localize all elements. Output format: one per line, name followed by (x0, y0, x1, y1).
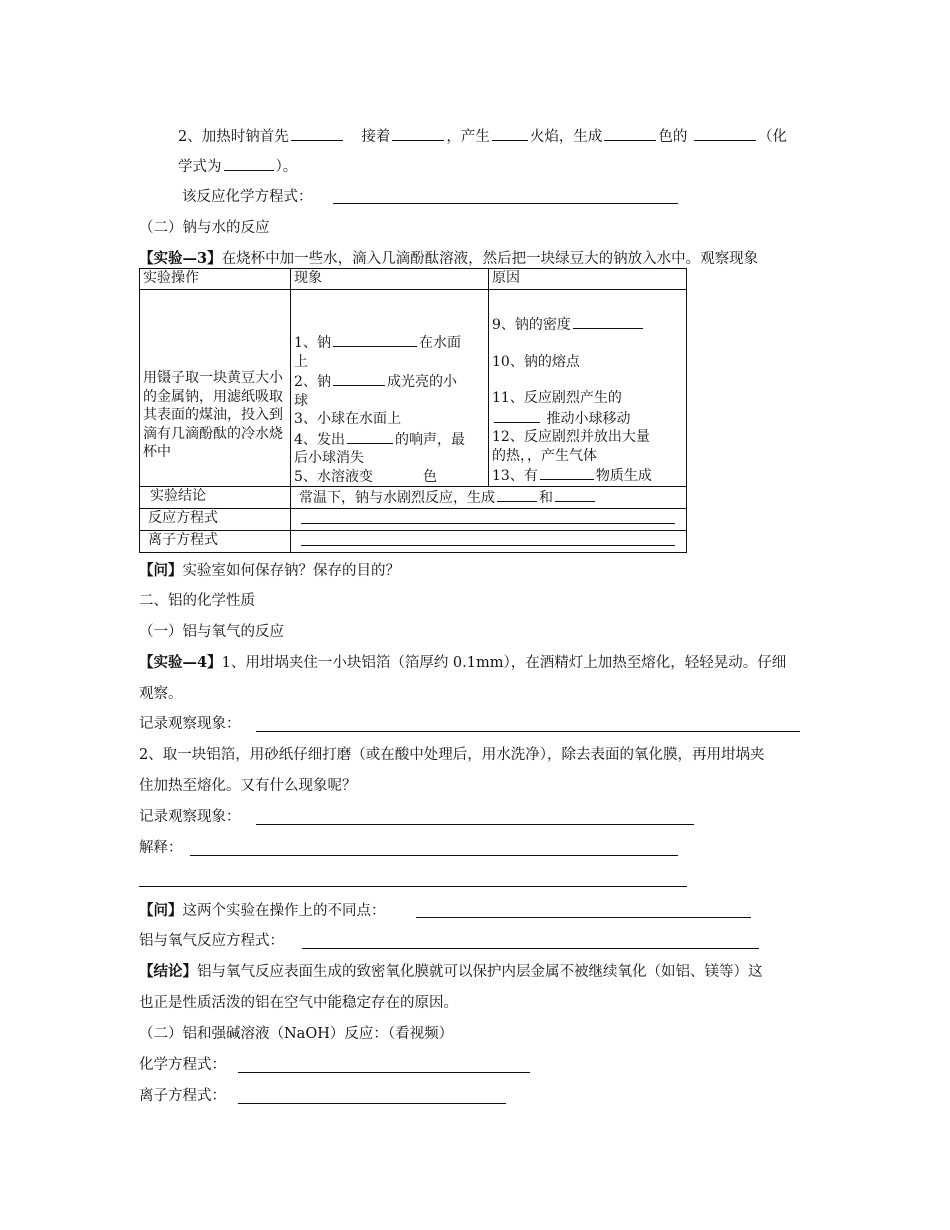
blank[interactable] (492, 126, 528, 141)
answer-line[interactable] (238, 1072, 530, 1073)
text: 上 (294, 353, 309, 370)
blank[interactable] (224, 156, 274, 171)
experiment-tag: 【实验—3】 (139, 250, 222, 267)
reasons-cell (489, 290, 687, 487)
question1 (139, 561, 400, 581)
text: 色 (422, 468, 437, 485)
answer-line[interactable] (416, 917, 751, 918)
text: 4、发出 (294, 431, 345, 448)
header-operation: 实验操作 (140, 269, 291, 290)
ionic-label: 离子方程式 (140, 531, 291, 553)
answer-line[interactable] (190, 855, 678, 856)
blank[interactable] (694, 126, 756, 141)
header-phenomenon: 现象 (291, 269, 489, 290)
ionic-equation-label: 离子方程式： (139, 1088, 226, 1104)
text: 成光亮的小 (386, 374, 457, 390)
conclusion-cell (291, 487, 687, 509)
text: 的热，，产生气体 (492, 447, 598, 464)
text: 5、水溶液变 (294, 468, 373, 485)
sodium-water-heading: （二）钠与水的反应 (139, 220, 270, 236)
text: 3、小球在水面上 (294, 411, 401, 427)
blank[interactable] (573, 314, 643, 329)
blank[interactable] (540, 465, 594, 480)
sodium-heating-line2 (178, 156, 297, 177)
header-reason: 原因 (489, 269, 687, 290)
explain-label: 解释： (139, 840, 183, 856)
sodium-heating-line1 (178, 126, 787, 147)
text: ）。 (275, 159, 298, 175)
conclusion-line2: 也正是性质活泼的铝在空气中能稳定存在的原因。 (139, 995, 458, 1011)
text: 13、有 (492, 468, 538, 484)
sodium-heating-equation (182, 187, 313, 207)
blank[interactable] (494, 408, 540, 423)
text: 1、钠 (294, 335, 331, 351)
equation-label: 该反应化学方程式： (182, 189, 313, 205)
record2-label: 记录观察现象： (139, 809, 241, 825)
blank[interactable] (497, 487, 537, 502)
blank[interactable] (291, 126, 343, 141)
experiment-table (139, 268, 687, 553)
text: 11、反应剧烈产生的 (492, 390, 622, 406)
text: 和 (539, 490, 554, 506)
experiment4-step2-line2: 住加热至熔化。又有什么现象呢？ (139, 778, 357, 794)
text: 铝与氧气反应表面生成的致密氧化膜就可以保护内层金属不被继续氧化（如铝、镁等）这 (197, 964, 763, 980)
text: 2、钠 (294, 374, 331, 390)
text: 2、加热时钠首先 (178, 129, 289, 145)
phenomena-cell (291, 290, 489, 487)
question-text: 这两个实验在操作上的不同点： (182, 903, 386, 919)
operation-text: 用镊子取一块黄豆大小的金属钠，用滤纸吸取其表面的煤油，投入到滴有几滴酚酞的冷水烧杯中 (143, 370, 283, 460)
question-tag: 【问】 (139, 902, 183, 919)
blank[interactable] (392, 126, 444, 141)
chem-equation-label: 化学方程式： (139, 1057, 226, 1073)
text: 球 (294, 392, 309, 409)
blank[interactable] (301, 509, 675, 524)
record1-label: 记录观察现象： (139, 716, 241, 732)
text: 学式为 (178, 159, 222, 175)
question2 (139, 901, 386, 921)
answer-line[interactable] (256, 731, 800, 732)
conclusion-label: 实验结论 (140, 487, 291, 509)
text: 常温下，钠与水剧烈反应，生成 (299, 490, 496, 506)
text: 9、钠的密度 (492, 317, 571, 333)
text: 后小球消失 (294, 450, 365, 466)
blank[interactable] (301, 531, 675, 546)
blank[interactable] (333, 371, 385, 386)
conclusion-line1 (139, 962, 763, 982)
conclusion-tag: 【结论】 (139, 963, 197, 980)
text: 物质生成 (595, 468, 652, 484)
text: 的响声，最 (394, 431, 465, 448)
experiment4-step2-line1: 2、取一块铝箔，用砂纸仔细打磨（或在酸中处理后，用水洗净），除去表面的氧化膜，再用坩埚夹 (139, 747, 765, 763)
blank[interactable] (347, 429, 393, 444)
text: 推动小球移动 (546, 410, 631, 427)
answer-line[interactable] (238, 1103, 506, 1104)
aluminum-heading: 二、铝的化学性质 (139, 593, 255, 609)
experiment3-line (139, 249, 758, 269)
text: 色的 (658, 129, 688, 145)
text: 在水面 (418, 335, 461, 351)
text: 10、钠的熔点 (492, 353, 580, 370)
experiment-tag: 【实验—4】 (139, 654, 222, 671)
experiment4-line2: 观察。 (139, 686, 183, 702)
answer-line[interactable] (333, 203, 678, 204)
ionic-cell[interactable] (291, 531, 687, 553)
blank[interactable] (555, 487, 595, 502)
answer-line[interactable] (256, 824, 694, 825)
al-naoh-heading: （二）铝和强碱溶液（NaOH）反应：（看视频） (139, 1026, 454, 1042)
experiment-text: 在烧杯中加一些水，滴入几滴酚酞溶液，然后把一块绿豆大的钠放入水中。观察现象 (221, 251, 759, 267)
blank[interactable] (333, 332, 417, 347)
text: （化 (757, 129, 787, 145)
answer-line[interactable] (302, 948, 759, 949)
experiment4-line1 (139, 653, 786, 673)
blank[interactable] (604, 126, 656, 141)
equation-label: 反应方程式 (140, 509, 291, 531)
question-tag: 【问】 (139, 562, 183, 579)
al-oxygen-equation-label: 铝与氧气反应方程式： (139, 933, 284, 949)
operation-cell (140, 290, 291, 487)
text: 火焰，生成 (529, 129, 603, 145)
text: 接着 (361, 129, 391, 145)
answer-line[interactable] (139, 886, 687, 887)
al-oxygen-heading: （一）铝与氧气的反应 (139, 624, 284, 640)
question-text: 实验室如何保存钠？保存的目的？ (182, 563, 400, 579)
text: 12、反应剧烈并放出大量 (492, 429, 650, 445)
text: 1、用坩埚夹住一小块铝箔（箔厚约 0.1mm），在酒精灯上加热至熔化，轻轻晃动。仔细 (221, 655, 787, 671)
text: ，产生 (446, 129, 490, 145)
equation-cell[interactable] (291, 509, 687, 531)
